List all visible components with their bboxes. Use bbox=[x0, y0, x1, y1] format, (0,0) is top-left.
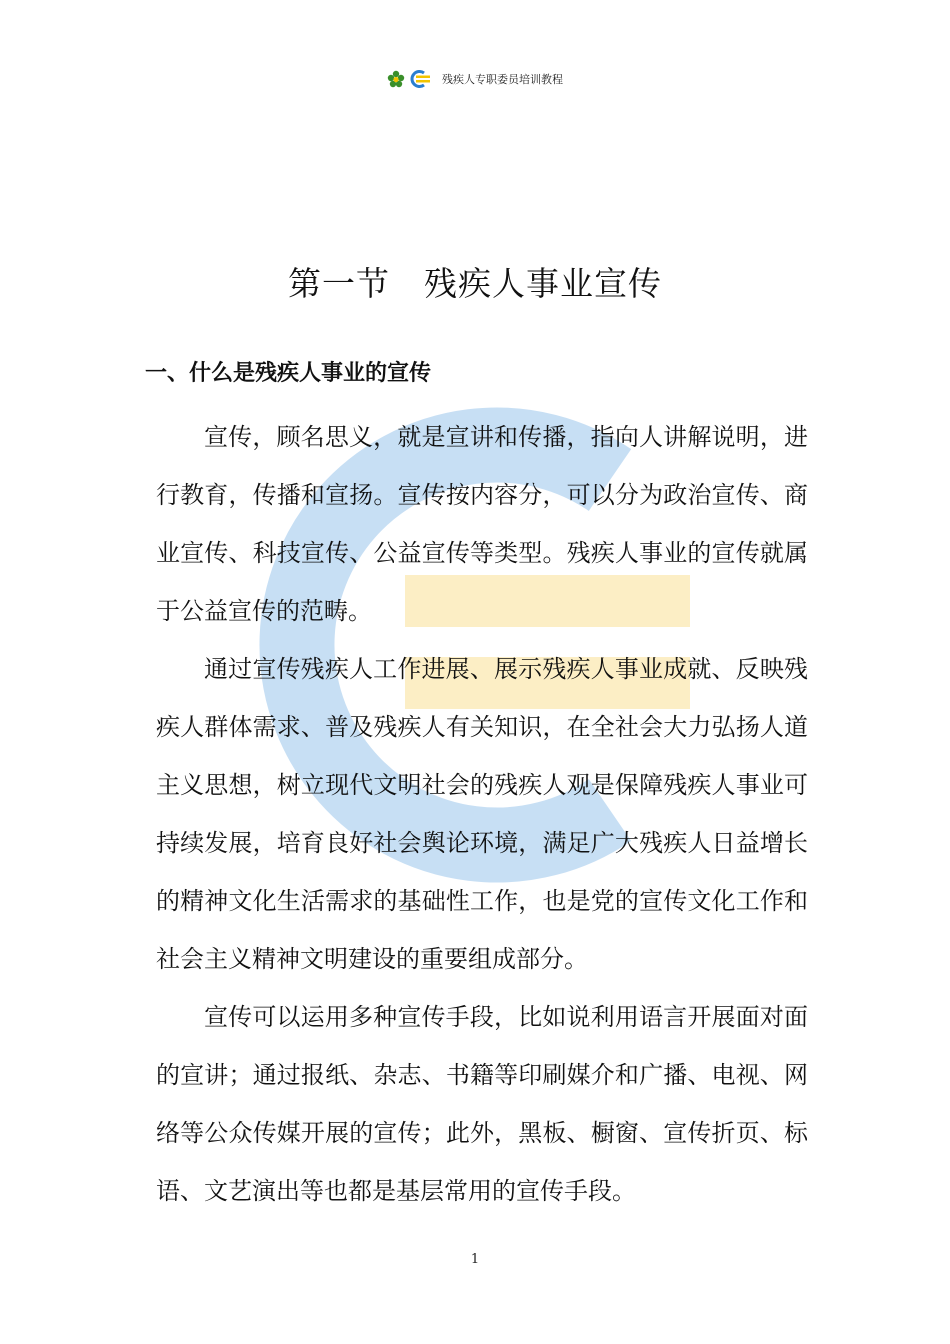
section-title: 第一节 残疾人事业宣传 bbox=[288, 264, 662, 303]
subheading: 一、什么是残疾人事业的宣传 bbox=[145, 361, 432, 386]
page-header bbox=[0, 68, 950, 90]
page-number: 1 bbox=[470, 1252, 480, 1267]
paragraph-1 bbox=[156, 408, 808, 640]
header-logos bbox=[387, 70, 432, 88]
paragraph-2 bbox=[156, 640, 808, 988]
paragraph-text: 宣传，顾名思义，就是宣讲和传播，指向人讲解说明，进行教育，传播和宣扬。宣传按内容分，可以分为政治宣传、商业宣传、科技宣传、公益宣传等类型。残疾人事业的宣传就属于公益宣传的范畴。 bbox=[156, 423, 808, 625]
flower-logo-icon bbox=[387, 70, 405, 88]
paragraph-text: 宣传可以运用多种宣传手段，比如说利用语言开展面对面的宣讲；通过报纸、杂志、书籍等印刷媒介和广播、电视、网络等公众传媒开展的宣传；此外，黑板、橱窗、宣传折页、标语、文艺演出等也都是基层常用的宣传手段。 bbox=[156, 1003, 808, 1205]
header-title: 残疾人专职委员培训教程 bbox=[442, 73, 563, 86]
paragraph-text: 通过宣传残疾人工作进展、展示残疾人事业成就、反映残疾人群体需求、普及残疾人有关知识，在全社会大力弘扬人道主义思想，树立现代文明社会的残疾人观是保障残疾人事业可持续发展，培育良好社会舆论环境，满足广大残疾人日益增长的精神文化生活需求的基础性工作，也是党的宣传文化工作和社会主义精神文明建设的重要组成部分。 bbox=[156, 655, 808, 973]
paragraph-3 bbox=[156, 988, 808, 1220]
c-logo-icon bbox=[408, 70, 432, 88]
